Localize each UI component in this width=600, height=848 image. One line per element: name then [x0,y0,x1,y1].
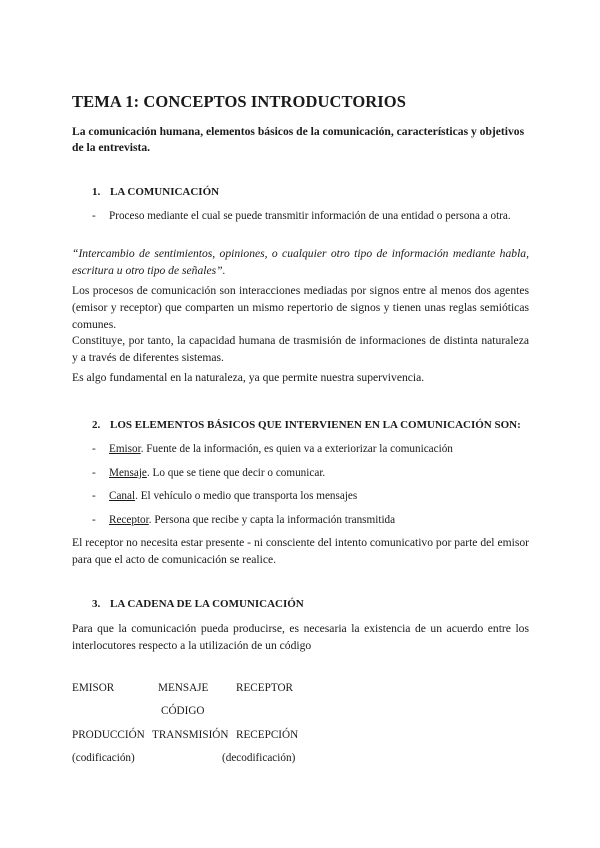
section-1-paragraph-1: Los procesos de comunicación son interacciones mediadas por signos entre al menos dos agentes (emisor y receptor) que comparten un mismo repertorio de signos y tienen unas reglas semióticas comunes. [72,284,529,331]
section-3-heading [92,598,304,610]
section-1-quote: “Intercambio de sentimientos, opiniones, o cualquier otro tipo de información mediante habla, escritura u otro tipo de señales”. [72,247,529,277]
diagram-produccion: PRODUCCIÓN [72,729,145,741]
element-term: Canal [109,490,136,502]
diagram-codificacion: (codificación) [72,752,135,764]
section-3-paragraph: Para que la comunicación pueda producirse, es necesaria la existencia de un acuerdo entre los interlocutores respecto a la utilización de un código [72,622,529,652]
element-term: Mensaje [109,467,147,479]
element-term: Emisor [109,443,141,455]
section-2-title: LOS ELEMENTOS BÁSICOS QUE INTERVIENEN EN LA COMUNICACIÓN SON: [110,419,521,431]
element-term: Receptor [109,514,149,526]
page-subtitle: La comunicación humana, elementos básicos de la comunicación, características y objetivos de la entrevista. [72,125,525,154]
element-desc: . Persona que recibe y capta la información transmitida [148,514,396,526]
section-2-heading [92,419,521,431]
diagram-transmision: TRANSMISIÓN [152,729,229,741]
section-1-bullet [92,208,530,225]
bullet-dash: - [92,210,96,222]
element-item-receptor [92,512,530,529]
section-1-title: LA COMUNICACIÓN [110,186,220,198]
diagram-receptor: RECEPTOR [236,682,293,694]
section-1-number: 1. [92,186,101,198]
element-desc: . El vehículo o medio que transporta los mensajes [135,490,358,502]
bullet-dash: - [92,467,96,479]
diagram-codigo: CÓDIGO [161,705,205,717]
element-item-canal [92,488,530,505]
section-1-heading [92,186,219,198]
diagram-recepcion: RECEPCIÓN [236,729,299,741]
element-item-emisor [92,441,530,458]
section-3-title: LA CADENA DE LA COMUNICACIÓN [110,598,304,610]
element-desc: . Lo que se tiene que decir o comunicar. [146,467,326,479]
diagram-emisor: EMISOR [72,682,115,694]
diagram-decodificacion: (decodificación) [222,752,296,764]
bullet-dash: - [92,490,96,502]
element-item-mensaje [92,465,530,482]
bullet-dash: - [92,443,96,455]
diagram-mensaje: MENSAJE [158,682,209,694]
section-2-paragraph: El receptor no necesita estar presente - ni consciente del intento comunicativo por parte del emisor para que el acto de comunicación se realice. [72,536,529,566]
section-1-paragraph-2: Constituye, por tanto, la capacidad humana de trasmisión de informaciones de distinta naturaleza y a través de diferentes sistemas. [72,334,529,364]
element-desc: . Fuente de la información, es quien va a exteriorizar la comunicación [140,443,453,455]
section-1-paragraph-3: Es algo fundamental en la naturaleza, ya que permite nuestra supervivencia. [72,371,425,384]
page-title: TEMA 1: CONCEPTOS INTRODUCTORIOS [72,92,407,111]
section-3-number: 3. [92,598,101,610]
bullet-dash: - [92,514,96,526]
section-2-number: 2. [92,419,101,431]
bullet-text: Proceso mediante el cual se puede transmitir información de una entidad o persona a otra. [109,210,511,222]
